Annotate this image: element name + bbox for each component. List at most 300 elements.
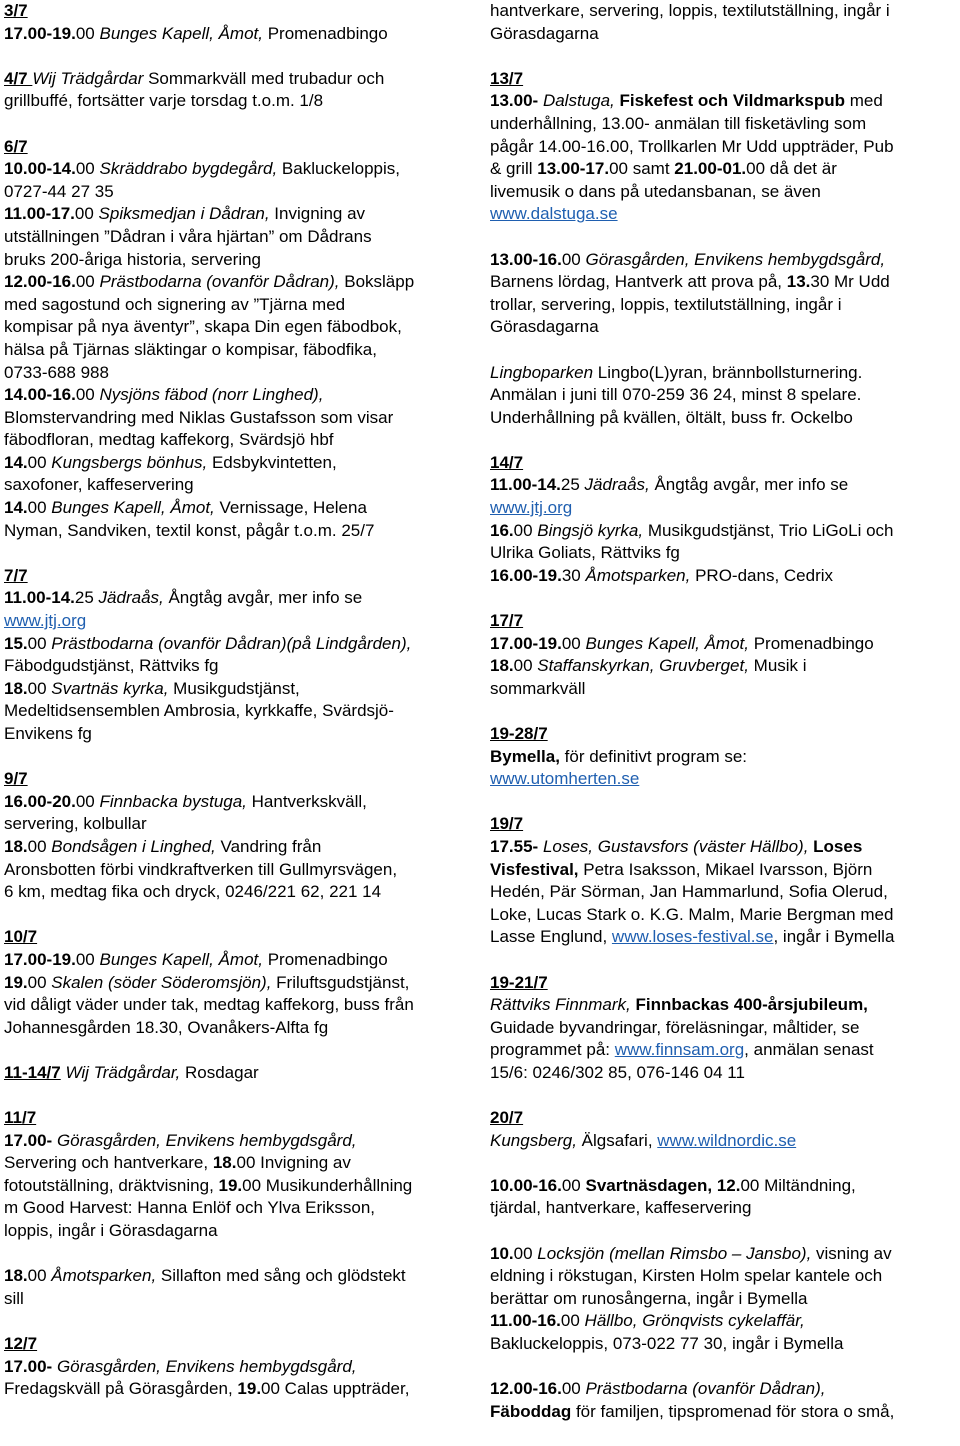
text-line <box>490 136 958 159</box>
text-segment: trollar, servering, loppis, textilutställning, ingår i <box>490 294 842 314</box>
text-line <box>4 271 482 294</box>
text-segment: 00 <box>561 1379 586 1399</box>
bold-text: 17.00- <box>4 1130 57 1150</box>
bold-text: Fäboddag <box>490 1401 572 1421</box>
text-line <box>490 1401 958 1424</box>
text-line <box>4 700 482 723</box>
text-segment: 25 <box>560 475 585 495</box>
text-line <box>4 23 482 46</box>
text-line <box>4 339 482 362</box>
text-segment: Nyman, Sandviken, textil konst, pågår t.o.m. 25/7 <box>4 520 375 540</box>
text-line <box>4 859 482 882</box>
bold-text: 15. <box>4 633 28 653</box>
text-line <box>4 520 482 543</box>
text-segment: 00 <box>27 498 52 518</box>
date-heading: 10/7 <box>4 927 38 947</box>
bold-text: 13.00-17. <box>537 159 610 179</box>
text-line <box>490 1288 958 1311</box>
text-segment: Lingbo(L)yran, brännbollsturnering. <box>593 362 863 382</box>
text-segment: Invigning av <box>269 204 366 224</box>
text-segment: Envikens fg <box>4 724 92 743</box>
text-line <box>490 158 958 181</box>
text-line <box>4 90 482 113</box>
text-line <box>490 655 958 678</box>
venue-name: Wij Trädgårdar, <box>65 1062 181 1082</box>
text-segment: Loke, Lucas Stark o. K.G. Malm, Marie Bergman med <box>490 904 894 924</box>
text-segment: 00 då det är <box>746 159 837 179</box>
bold-text: 18. <box>4 1266 28 1286</box>
text-line <box>4 474 482 497</box>
text-line <box>4 813 482 836</box>
text-line <box>4 633 482 656</box>
date-heading: 19-28/7 <box>490 724 548 743</box>
date-heading: 19/7 <box>490 814 524 834</box>
text-line <box>4 994 482 1017</box>
event-entry <box>4 926 482 1039</box>
event-entry <box>490 0 958 45</box>
event-entry <box>490 610 958 700</box>
text-line <box>490 994 958 1017</box>
web-link[interactable]: www.jtj.org <box>4 611 87 631</box>
venue-name: Dalstuga, <box>542 91 615 111</box>
venue-name: Lingboparken <box>490 362 594 382</box>
venue-name: Kungsbergs bönhus, <box>51 452 208 472</box>
venue-name: Åmotsparken, <box>51 1266 157 1286</box>
bold-text: 14.00-16. <box>4 385 76 405</box>
text-line <box>4 226 482 249</box>
left-column <box>4 0 482 1423</box>
bold-text: 18. <box>4 836 28 856</box>
text-segment: 00 <box>561 633 586 653</box>
text-segment: Fäbodgudstjänst, Rättviks fg <box>4 656 219 676</box>
bold-text: 12.00-16. <box>4 272 76 292</box>
text-segment: 15/6: 0246/302 85, 076-146 04 11 <box>490 1062 745 1082</box>
bold-text: 17.00- <box>4 1356 57 1376</box>
text-line <box>4 1197 482 1220</box>
right-column <box>490 0 958 1446</box>
text-line <box>490 859 958 882</box>
venue-name: Bunges Kapell, Åmot, <box>585 633 749 653</box>
text-line <box>4 723 482 746</box>
text-line <box>4 249 482 272</box>
text-segment: pågår 14.00-16.00, Trollkarlen Mr Udd uppträder, Pub <box>490 136 894 156</box>
text-segment: 00 Musikunderhållning <box>242 1175 413 1195</box>
event-entry <box>4 565 482 746</box>
text-segment: 00 <box>513 520 538 540</box>
text-line <box>4 972 482 995</box>
text-segment: sill <box>4 1288 24 1308</box>
event-entry <box>4 68 482 113</box>
text-line <box>490 746 958 769</box>
venue-name: Bunges Kapell, Åmot, <box>51 498 215 518</box>
text-line <box>4 158 482 181</box>
bold-text: 13.00-16. <box>490 249 562 269</box>
text-segment: med sagostund och signering av ”Tjärna med <box>4 294 346 314</box>
text-segment: Boksläpp <box>339 272 415 292</box>
text-segment: Friluftsgudstjänst, <box>271 972 410 992</box>
text-segment: 00 <box>27 1266 52 1286</box>
text-line <box>490 0 958 23</box>
event-entry <box>490 723 958 791</box>
text-line <box>4 452 482 475</box>
text-line <box>490 926 958 949</box>
event-entry <box>490 362 958 430</box>
text-line <box>490 1130 958 1153</box>
bold-text: Fiskefest och Vildmarkspub <box>619 91 845 111</box>
text-segment: fotoutställning, dräktvisning, <box>4 1175 219 1195</box>
bold-text: 12. <box>716 1175 741 1195</box>
bold-text: 18. <box>490 656 514 676</box>
text-line <box>490 497 958 520</box>
text-segment: tjärdal, hantverkare, kaffeservering <box>490 1198 752 1218</box>
text-segment: 00 Miltändning, <box>740 1175 856 1195</box>
text-line <box>4 203 482 226</box>
text-segment: Fredagskväll på Görasgården, <box>4 1379 238 1399</box>
venue-name: Jädraås, <box>98 588 164 608</box>
date-heading: 17/7 <box>490 611 524 631</box>
text-segment: Barnens lördag, Hantverk att prova på, <box>490 272 787 292</box>
venue-name: Prästbodarna (ovanför Dådran), <box>585 1379 826 1399</box>
text-segment: med <box>844 91 883 111</box>
venue-name: Bingsjö kyrka, <box>537 520 644 540</box>
text-segment: Johannesgården 18.30, Ovanåkers-Alfta fg <box>4 1017 329 1037</box>
bold-text: 18. <box>212 1153 237 1173</box>
text-segment: 00 <box>75 159 100 179</box>
text-segment: Guidade byvandringar, föreläsningar, måltider, se <box>490 1017 860 1037</box>
text-line <box>4 587 482 610</box>
bold-text: 17.00-19. <box>4 23 76 43</box>
text-segment: 30 Mr Udd <box>810 272 890 292</box>
bold-text: 16.00-20. <box>4 791 76 811</box>
event-entry <box>490 68 958 226</box>
text-segment: 00 <box>561 1175 586 1195</box>
venue-name: Spiksmedjan i Dådran, <box>98 204 270 224</box>
text-segment: sommarkväll <box>490 678 586 698</box>
text-segment: eldning i rökstugan, Kirsten Holm spelar kantele och <box>490 1266 883 1286</box>
bold-text: 14. <box>4 452 28 472</box>
text-segment: Hedén, Pär Sörman, Jan Hammarlund, Sofia Olerud, <box>490 882 888 902</box>
text-segment: livemusik o dans på utedansbanan, se även <box>490 181 821 201</box>
event-entry <box>4 1062 482 1085</box>
event-entry <box>490 813 958 949</box>
event-entry <box>490 1107 958 1152</box>
event-entry <box>490 452 958 588</box>
text-segment: , anmälan senast <box>744 1040 874 1060</box>
text-segment: Underhållning på kvällen, öltält, buss fr. Ockelbo <box>490 407 853 427</box>
venue-name: Staffanskyrkan, Gruvberget, <box>537 656 749 676</box>
bold-text: 10.00-16. <box>490 1175 562 1195</box>
text-segment: 0733-688 988 <box>4 362 109 382</box>
venue-name: Hällbo, Grönqvists cykelaffär, <box>584 1311 805 1331</box>
text-segment: Anmälan i juni till 070-259 36 24, minst 8 spelare. <box>490 385 862 405</box>
text-segment: Ångtåg avgår, mer info se <box>163 588 363 608</box>
text-segment: Ångtåg avgår, mer info se <box>649 475 849 495</box>
event-entry <box>4 1265 482 1310</box>
text-segment: Görasdagarna <box>490 23 599 43</box>
text-line <box>4 407 482 430</box>
text-segment: Musikgudstjänst, <box>168 678 300 698</box>
text-segment: 00 <box>75 23 100 43</box>
event-entry <box>4 1107 482 1243</box>
text-line <box>490 678 958 701</box>
text-segment: 25 <box>74 588 99 608</box>
text-segment: Promenadbingo <box>262 23 388 43</box>
text-line <box>490 249 958 272</box>
text-line <box>490 294 958 317</box>
bold-text: 14. <box>4 498 28 518</box>
bold-text: 19. <box>218 1175 243 1195</box>
venue-name: Bondsågen i Linghed, <box>51 836 216 856</box>
venue-name: Prästbodarna (ovanför Dådran), <box>99 272 340 292</box>
text-line <box>490 520 958 543</box>
text-line <box>4 1220 482 1243</box>
text-line <box>490 362 958 385</box>
text-segment: , ingår i Bymella <box>773 927 895 947</box>
event-entry <box>490 1378 958 1423</box>
bold-text: 17.55- <box>490 836 543 856</box>
text-line <box>490 1039 958 1062</box>
text-line <box>4 429 482 452</box>
web-link[interactable]: www.loses-festival.se <box>611 927 774 947</box>
venue-name: Nysjöns fäbod (norr Linghed), <box>99 385 324 405</box>
text-segment: 0727-44 27 35 <box>4 181 114 201</box>
text-segment: 00 Calas uppträder, <box>261 1379 410 1399</box>
bold-text: 13. <box>786 272 811 292</box>
text-line <box>4 678 482 701</box>
venue-name: Kungsberg, <box>490 1130 577 1150</box>
date-heading: 6/7 <box>4 136 28 156</box>
text-line <box>4 497 482 520</box>
event-entry <box>4 136 482 543</box>
text-line <box>4 316 482 339</box>
venue-name: Jädraås, <box>584 475 650 495</box>
text-segment: 00 samt <box>609 159 675 179</box>
bold-text: 11.00-14. <box>4 588 75 608</box>
text-line <box>490 113 958 136</box>
bold-text: 16. <box>490 520 514 540</box>
text-segment: för definitivt program se: <box>559 746 748 766</box>
bold-text: Svartnäsdagen, <box>585 1175 713 1195</box>
text-segment: Petra Isaksson, Mikael Ivarsson, Björn <box>578 859 873 879</box>
text-line <box>4 881 482 904</box>
text-segment: 00 <box>513 656 538 676</box>
event-entry <box>4 1333 482 1401</box>
text-line <box>490 1197 958 1220</box>
venue-name: Bunges Kapell, Åmot, <box>99 949 263 969</box>
text-segment: loppis, ingår i Görasdagarna <box>4 1221 218 1241</box>
text-line <box>490 565 958 588</box>
text-line <box>490 407 958 430</box>
bold-text: 11.00-14. <box>490 475 561 495</box>
text-line <box>490 316 958 339</box>
text-line <box>4 655 482 678</box>
venue-name: Prästbodarna (ovanför Dådran)(på Lindgården), <box>51 633 412 653</box>
text-line <box>490 474 958 497</box>
text-line <box>4 949 482 972</box>
text-segment: 00 <box>74 204 99 224</box>
text-line <box>490 1310 958 1333</box>
text-line <box>4 1062 482 1085</box>
event-entry <box>4 0 482 45</box>
text-line <box>490 23 958 46</box>
text-segment: hälsa på Tjärnas släktingar o kompisar, fäbodfika, <box>4 339 377 359</box>
text-segment: 00 <box>27 678 52 698</box>
text-line <box>490 633 958 656</box>
venue-name: Locksjön (mellan Rimsbo – Jansbo), <box>537 1243 812 1263</box>
text-segment: Aronsbotten förbi vindkraftverken till Gullmyrsvägen, <box>4 859 398 879</box>
text-line <box>490 1175 958 1198</box>
venue-name: Skräddrabo bygdegård, <box>99 159 278 179</box>
bold-text: 10.00-14. <box>4 159 76 179</box>
text-segment: 00 <box>75 272 100 292</box>
text-line <box>4 1288 482 1311</box>
text-segment: 00 <box>75 791 100 811</box>
text-line <box>4 610 482 633</box>
text-segment: 00 <box>27 836 52 856</box>
text-segment: Älgsafari, <box>576 1130 658 1150</box>
text-segment: 00 <box>27 633 52 653</box>
venue-name: Loses, Gustavsfors (väster Hällbo), <box>542 836 809 856</box>
text-line <box>490 904 958 927</box>
text-segment: Vernissage, Helena <box>214 498 367 518</box>
venue-name: Rättviks Finnmark, <box>490 995 631 1015</box>
bold-text: 19. <box>237 1379 262 1399</box>
text-segment: 00 <box>513 1243 538 1263</box>
text-segment: vid dåligt väder under tak, medtag kaffekorg, buss från <box>4 995 414 1015</box>
bold-text: 12.00-16. <box>490 1379 562 1399</box>
text-segment: underhållning, 13.00- anmälan till fisketävling som <box>490 113 867 133</box>
bold-text: 11.00-17. <box>4 204 75 224</box>
venue-name: Görasgården, Envikens hembygdsgård, <box>56 1356 357 1376</box>
venue-name: Finnbacka bystuga, <box>99 791 247 811</box>
bold-text: 19. <box>4 972 28 992</box>
bold-text: 17.00-19. <box>4 949 76 969</box>
text-line <box>490 181 958 204</box>
web-link[interactable]: www.utomherten.se <box>490 769 640 789</box>
text-segment: & grill <box>490 159 538 179</box>
date-heading: 13/7 <box>490 68 524 88</box>
text-line <box>490 836 958 859</box>
text-segment: berättar om runosångerna, ingår i Bymella <box>490 1288 808 1308</box>
date-label: 11-14/7 <box>4 1062 61 1082</box>
text-line <box>4 1130 482 1153</box>
text-segment: Musik i <box>748 656 807 676</box>
text-segment: PRO-dans, Cedrix <box>690 565 834 585</box>
bold-text: Bymella, <box>490 746 560 766</box>
text-segment: m Good Harvest: Hanna Enlöf och Ylva Eriksson, <box>4 1198 376 1218</box>
text-line <box>490 1017 958 1040</box>
text-segment: fäbodfloran, medtag kaffekorg, Svärdsjö hbf <box>4 430 334 450</box>
bold-text: 13.00- <box>490 91 543 111</box>
text-segment: grillbuffé, fortsätter varje torsdag t.o.m. 1/8 <box>4 91 324 111</box>
text-segment: Bakluckeloppis, <box>277 159 401 179</box>
bold-text: Loses <box>813 836 863 856</box>
text-segment: Rosdagar <box>180 1062 259 1082</box>
venue-name: Görasgården, Envikens hembygdsgård, <box>585 249 886 269</box>
text-segment: Vandring från <box>215 836 322 856</box>
event-entry <box>490 1243 958 1356</box>
text-segment: Hantverkskväll, <box>246 791 367 811</box>
bold-text: 16.00-19. <box>490 565 562 585</box>
text-line <box>4 1152 482 1175</box>
text-segment: Ulrika Goliats, Rättviks fg <box>490 543 680 563</box>
text-line <box>490 90 958 113</box>
text-line <box>4 181 482 204</box>
text-line <box>490 271 958 294</box>
web-link[interactable]: www.jtj.org <box>490 498 573 518</box>
date-label: 4/7 <box>4 68 33 88</box>
text-segment: 00 <box>561 249 586 269</box>
text-segment: programmet på: <box>490 1040 615 1060</box>
text-line <box>490 542 958 565</box>
text-segment: Medeltidsensemblen Ambrosia, kyrkkaffe, Svärdsjö- <box>4 701 394 721</box>
text-segment: Blomstervandring med Niklas Gustafsson som visar <box>4 407 394 427</box>
text-line <box>490 768 958 791</box>
event-entry <box>490 972 958 1085</box>
text-segment: Lasse Englund, <box>490 927 612 947</box>
text-segment: Sommarkväll med trubadur och <box>143 68 385 88</box>
text-line <box>4 836 482 859</box>
text-line <box>4 1265 482 1288</box>
web-link[interactable]: www.dalstuga.se <box>490 204 618 224</box>
text-line <box>4 1017 482 1040</box>
text-segment: 00 Invigning av <box>236 1153 351 1173</box>
date-heading: 20/7 <box>490 1108 524 1128</box>
venue-name: Svartnäs kyrka, <box>51 678 169 698</box>
bold-text: 21.00-01. <box>674 159 747 179</box>
bold-text: Visfestival, <box>490 859 579 879</box>
text-line <box>4 384 482 407</box>
text-segment: Edsbykvintetten, <box>207 452 337 472</box>
text-line <box>490 1265 958 1288</box>
bold-text: 10. <box>490 1243 514 1263</box>
text-segment: visning av <box>811 1243 892 1263</box>
text-line <box>490 1062 958 1085</box>
text-line <box>490 1333 958 1356</box>
bold-text: 17.00-19. <box>490 633 562 653</box>
text-segment: 00 <box>75 385 100 405</box>
bold-text: Finnbackas 400-årsjubileum, <box>635 995 868 1015</box>
date-heading: 19-21/7 <box>490 972 548 992</box>
text-line <box>490 881 958 904</box>
text-segment: Musikgudstjänst, Trio LiGoLi och <box>643 520 894 540</box>
text-line <box>4 362 482 385</box>
text-segment: 00 <box>27 972 52 992</box>
event-entry <box>490 249 958 339</box>
web-link[interactable]: www.finnsam.org <box>614 1040 745 1060</box>
date-heading: 14/7 <box>490 452 524 472</box>
web-link[interactable]: www.wildnordic.se <box>657 1130 797 1150</box>
text-line <box>4 294 482 317</box>
event-entry <box>4 768 482 904</box>
text-segment: 00 <box>560 1311 585 1331</box>
text-line <box>4 1356 482 1379</box>
date-heading: 12/7 <box>4 1334 38 1354</box>
text-segment: Görasdagarna <box>490 317 599 337</box>
date-heading: 11/7 <box>4 1108 37 1128</box>
text-segment: utställningen ”Dådran i våra hjärtan” om Dådrans <box>4 226 372 246</box>
venue-name: Wij Trädgårdar <box>32 68 144 88</box>
text-segment: 30 <box>561 565 586 585</box>
text-segment: Bakluckeloppis, 073-022 77 30, ingår i Bymella <box>490 1334 844 1354</box>
text-line <box>4 68 482 91</box>
date-heading: 7/7 <box>4 565 28 585</box>
text-line <box>4 1378 482 1401</box>
date-heading: 3/7 <box>4 1 28 20</box>
venue-name: Skalen (söder Söderomsjön), <box>51 972 272 992</box>
text-segment: servering, kolbullar <box>4 814 147 834</box>
text-segment: hantverkare, servering, loppis, textilutställning, ingår i <box>490 1 890 20</box>
